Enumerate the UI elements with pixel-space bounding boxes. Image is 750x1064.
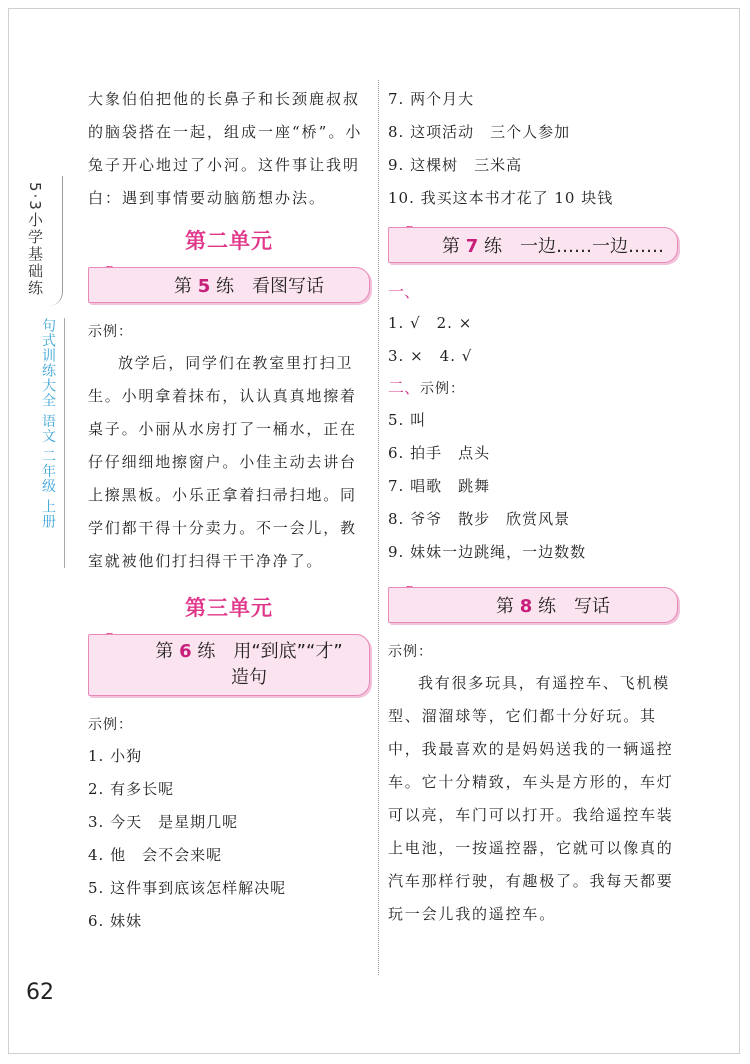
exercise-title (88, 634, 370, 696)
answer-item: 1. √ 2. × (388, 314, 473, 332)
answer-item: 4. 他 会不会来呢 (88, 846, 223, 864)
example-label: 示例： (420, 381, 466, 397)
right-column (388, 83, 678, 931)
exercise-number: 8 (519, 596, 533, 617)
answer-item: 7. 两个月大 (388, 90, 475, 108)
exercise-suffix: 练 看图写话 (216, 276, 324, 297)
exercise-suffix: 练 一边……一边…… (484, 236, 664, 257)
exercise-number: 6 (179, 641, 192, 662)
exercise-prefix: 第 (155, 641, 174, 662)
side-divider (64, 318, 65, 568)
book-title: 句式训练大全 语文 二年级 上册 (40, 318, 56, 530)
exercise-prefix: 第 (442, 236, 460, 257)
answer-item: 9. 妹妹一边跳绳，一边数数 (388, 543, 587, 561)
example-label: 示例： (88, 717, 133, 733)
answer-item: 3. × 4. √ (388, 347, 473, 365)
answer-item: 6. 拍手 点头 (388, 444, 491, 462)
exercise-title (388, 587, 678, 623)
intro-line: 兔子开心地过了小河。这件事让我明 (88, 156, 361, 174)
exercise-number: 5 (197, 276, 211, 297)
answer-paragraph: 我有很多玩具，有遥控车、飞机模型、溜溜球等，它们都十分好玩。其中，我最喜欢的是妈妈送我的一辆遥控车。它十分精致，车头是方形的，车灯可以亮，车门可以打开。我给遥控车装上电池，一按遥控器，它就可以像真的汽车那样行驶，有趣极了。我每天都要玩一会儿我的遥控车。 (388, 674, 674, 923)
exercise-suffix-line2: 造句 (231, 667, 267, 688)
exercise-title (388, 227, 678, 263)
intro-line: 大象伯伯把他的长鼻子和长颈鹿叔叔 (88, 90, 361, 108)
answer-item: 5. 叫 (388, 411, 427, 429)
page-number: 62 (26, 980, 54, 1005)
section-header (388, 373, 678, 404)
section-label: 二、 (388, 378, 421, 397)
answer-item: 2. 有多长呢 (88, 780, 175, 798)
answer-item: 1. 小狗 (88, 747, 143, 765)
unit-title: 第二单元 (185, 229, 273, 253)
section-label: 一、 (388, 282, 421, 301)
exercise-prefix: 第 (174, 276, 192, 297)
answer-paragraph: 放学后，同学们在教室里打扫卫生。小明拿着抹布，认认真真地擦着桌子。小丽从水房打了一桶水，正在仔仔细细地擦窗户。小佳主动去讲台上擦黑板。小乐正拿着扫帚扫地。同学们都干得十分卖力。不一会儿，教室就被他们打扫得干干净净了。 (88, 354, 357, 570)
answer-item: 3. 今天 是星期几呢 (88, 813, 239, 831)
answer-item: 5. 这件事到底该怎样解决呢 (88, 879, 287, 897)
example-label: 示例： (88, 324, 133, 340)
exercise-banner (388, 587, 678, 623)
example-label: 示例： (388, 644, 433, 660)
exercise-banner (88, 267, 370, 303)
exercise-number: 7 (465, 236, 479, 257)
answer-item: 10. 我买这本书才花了 10 块钱 (388, 189, 614, 207)
exercise-suffix: 练 写话 (538, 596, 610, 617)
answer-item: 8. 这项活动 三个人参加 (388, 123, 571, 141)
exercise-prefix: 第 (496, 596, 514, 617)
exercise-banner (88, 634, 370, 696)
exercise-banner (388, 227, 678, 263)
answer-item: 6. 妹妹 (88, 912, 143, 930)
unit-title: 第三单元 (185, 596, 273, 620)
column-divider (378, 80, 379, 975)
exercise-title (88, 267, 370, 303)
intro-line: 的脑袋搭在一起，组成一座“桥”。小 (88, 123, 363, 141)
answer-item: 8. 爷爷 散步 欣赏风景 (388, 510, 571, 528)
brand-logo-text: 5·3小学基础练 (26, 182, 44, 297)
intro-line: 白：遇到事情要动脑筋想办法。 (88, 189, 327, 207)
answer-item: 7. 唱歌 跳舞 (388, 477, 491, 495)
left-column (88, 83, 370, 938)
exercise-suffix: 练 用“到底”“才” (197, 641, 343, 662)
answer-item: 9. 这棵树 三米高 (388, 156, 523, 174)
